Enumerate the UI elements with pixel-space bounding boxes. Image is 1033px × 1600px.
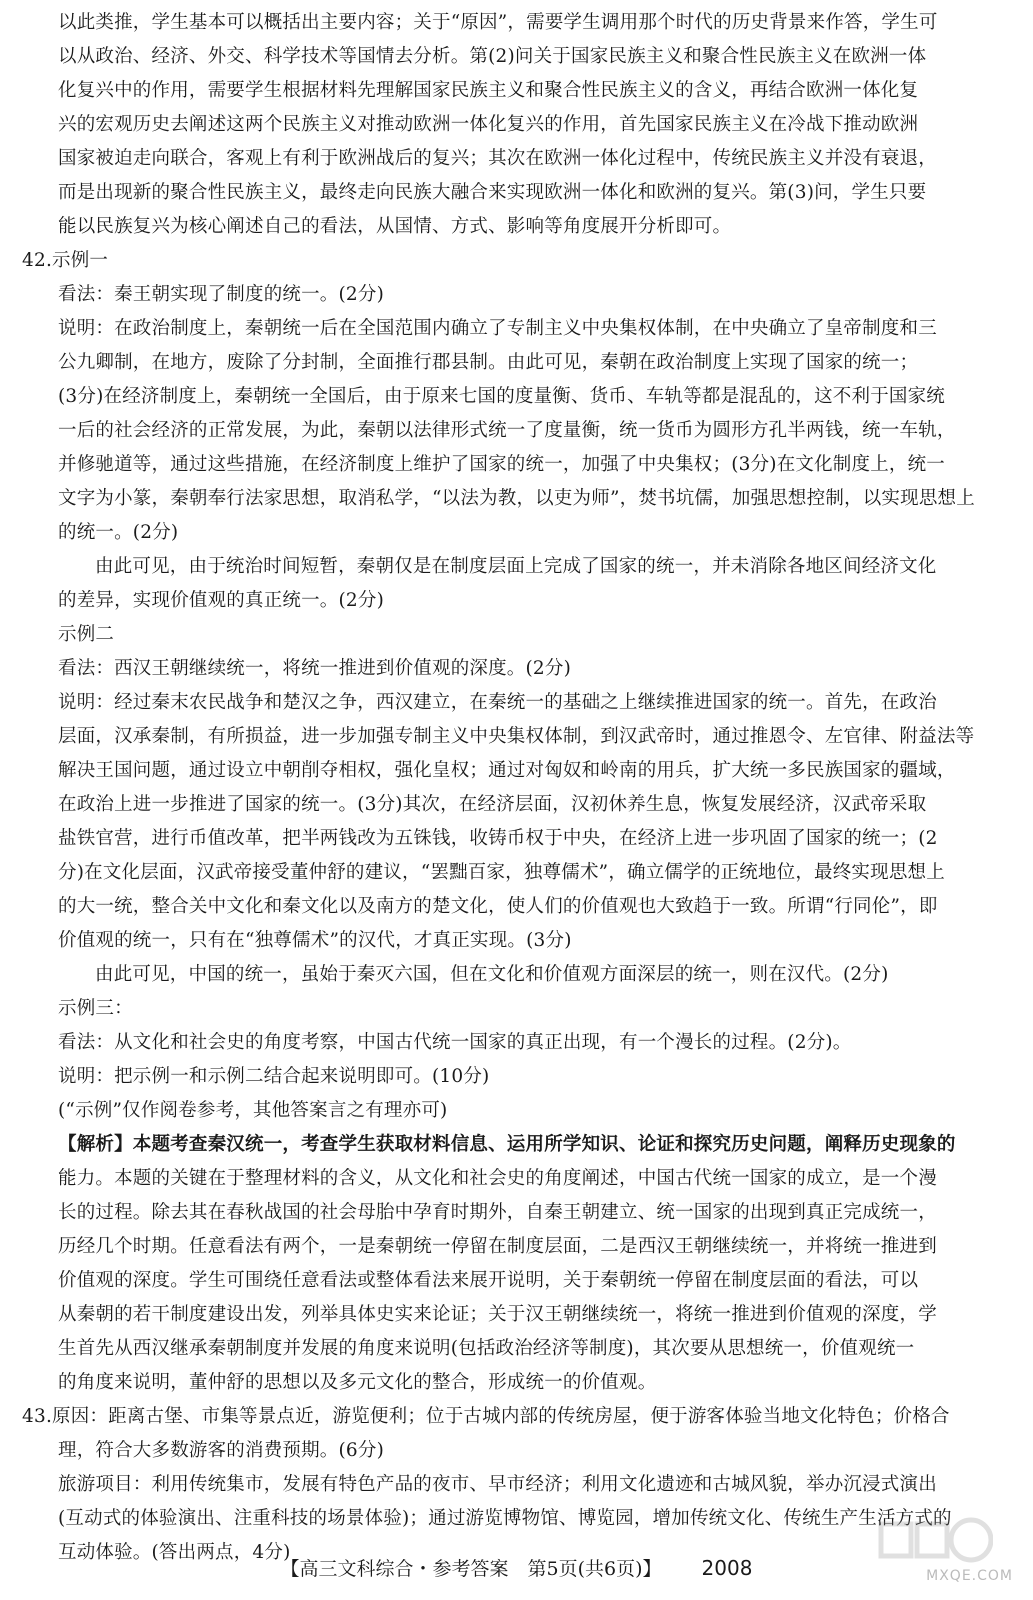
text-line: 的差异，实现价值观的真正统一。(2分) — [58, 590, 385, 611]
text-line: 能以民族复兴为核心阐述自己的看法，从国情、方式、影响等角度展开分析即可。 — [58, 216, 732, 237]
watermark-logo-icon — [873, 1510, 993, 1570]
text-line: 的角度来说明，董仲舒的思想以及多元文化的整合，形成统一的价值观。 — [58, 1372, 657, 1393]
text-line: 看法：秦王朝实现了制度的统一。(2分) — [58, 284, 385, 305]
text-line: 能力。本题的关键在于整理材料的含义，从文化和社会史的角度阐述，中国古代统一国家的成立，是一个漫 — [58, 1168, 937, 1189]
watermark-site: MXQE.COM — [926, 1568, 1013, 1584]
text-line: 层面，汉承秦制，有所损益，进一步加强专制主义中央集权体制，到汉武帝时，通过推恩令、左官律、附益法等 — [58, 726, 975, 747]
footer-label: 【高三文科综合・参考答案 第5页(共6页)】 — [280, 1558, 662, 1580]
question-42-heading: 42.示例一 — [22, 250, 109, 271]
text-line: 看法：西汉王朝继续统一，将统一推进到价值观的深度。(2分) — [58, 658, 572, 679]
analysis-heading: 【解析】本题考查秦汉统一，考查学生获取材料信息、运用所学知识、论证和探究历史问题，阐释历史现象的 — [58, 1134, 956, 1155]
text-line: 文字为小篆，秦朝奉行法家思想，取消私学，“以法为教，以吏为师”，焚书坑儒，加强思想控制，以实现思想上 — [58, 488, 975, 509]
text-line: 看法：从文化和社会史的角度考察，中国古代统一国家的真正出现，有一个漫长的过程。(2分)。 — [58, 1032, 852, 1053]
question-43-heading: 43.原因：距离古堡、市集等景点近，游览便利；位于古城内部的传统房屋，便于游客体验当地文化特色；价格合 — [22, 1406, 950, 1427]
text-line: 说明：在政治制度上，秦朝统一后在全国范围内确立了专制主义中央集权体制，在中央确立了皇帝制度和三 — [58, 318, 937, 339]
text-line: 兴的宏观历史去阐述这两个民族主义对推动欧洲一体化复兴的作用，首先国家民族主义在冷战下推动欧洲 — [58, 114, 919, 135]
text-line: 由此可见，由于统治时间短暂，秦朝仅是在制度层面上完成了国家的统一，并未消除各地区间经济文化 — [95, 556, 937, 577]
text-line: 互动体验。(答出两点，4分) — [58, 1542, 291, 1563]
footer-code: 2008 — [701, 1556, 753, 1580]
text-line: 分)在文化层面，汉武帝接受董仲舒的建议，“罢黜百家，独尊儒术”，确立儒学的正统地位，最终实现思想上 — [58, 862, 945, 883]
text-line: 说明：经过秦末农民战争和楚汉之争，西汉建立，在秦统一的基础之上继续推进国家的统一。首先，在政治 — [58, 692, 937, 713]
example-heading: 示例二 — [58, 624, 115, 645]
text-line: 的大一统，整合关中文化和秦文化以及南方的楚文化，使人们的价值观也大致趋于一致。所谓“行同伦”，即 — [58, 896, 938, 917]
text-line: 价值观的统一，只有在“独尊儒术”的汉代，才真正实现。(3分) — [58, 930, 572, 951]
text-line: 由此可见，中国的统一，虽始于秦灭六国，但在文化和价值观方面深层的统一，则在汉代。(2分) — [95, 964, 889, 985]
text-line: 价值观的深度。学生可围绕任意看法或整体看法来展开说明，关于秦朝统一停留在制度层面的看法，可以 — [58, 1270, 919, 1291]
text-line: 盐铁官营，进行币值改革，把半两钱改为五铢钱，收铸币权于中央，在经济上进一步巩固了国家的统一；(2 — [58, 828, 938, 849]
text-line: 以此类推，学生基本可以概括出主要内容；关于“原因”，需要学生调用那个时代的历史背景来作答，学生可 — [58, 12, 938, 33]
text-line: 说明：把示例一和示例二结合起来说明即可。(10分) — [58, 1066, 490, 1087]
text-line: 生首先从西汉继承秦朝制度并发展的角度来说明(包括政治经济等制度)，其次要从思想统一，价值观统一 — [58, 1338, 915, 1359]
text-line: 的统一。(2分) — [58, 522, 179, 543]
text-line: 理，符合大多数游客的消费预期。(6分) — [58, 1440, 385, 1461]
text-line: 而是出现新的聚合性民族主义，最终走向民族大融合来实现欧洲一体化和欧洲的复兴。第(3)问，学生只要 — [58, 182, 927, 203]
text-line: 在政治上进一步推进了国家的统一。(3分)其次，在经济层面，汉初休养生息，恢复发展经济，汉武帝采取 — [58, 794, 927, 815]
text-line: 长的过程。除去其在春秋战国的社会母胎中孕育时期外，自秦王朝建立、统一国家的出现到真正完成统一， — [58, 1202, 937, 1223]
text-line: 公九卿制，在地方，废除了分封制，全面推行郡县制。由此可见，秦朝在政治制度上实现了国家的统一； — [58, 352, 919, 373]
text-line: 历经几个时期。任意看法有两个，一是秦朝统一停留在制度层面，二是西汉王朝继续统一，并将统一推进到 — [58, 1236, 937, 1257]
text-line: 旅游项目：利用传统集市，发展有特色产品的夜市、早市经济；利用文化遗迹和古城风貌，举办沉浸式演出 — [58, 1474, 937, 1495]
example-heading: 示例三： — [58, 998, 133, 1019]
text-line: 并修驰道等，通过这些措施，在经济制度上维护了国家的统一，加强了中央集权；(3分)在文化制度上，统一 — [58, 454, 946, 475]
text-line: (3分)在经济制度上，秦朝统一全国后，由于原来七国的度量衡、货币、车轨等都是混乱的，这不利于国家统 — [58, 386, 946, 407]
text-line: 国家被迫走向联合，客观上有利于欧洲战后的复兴；其次在欧洲一体化过程中，传统民族主义并没有衰退， — [58, 148, 937, 169]
text-line: 以从政治、经济、外交、科学技术等国情去分析。第(2)问关于国家民族主义和聚合性民族主义在欧洲一体 — [58, 46, 927, 67]
text-line: (“示例”仅作阅卷参考，其他答案言之有理亦可) — [58, 1100, 448, 1121]
text-line: (互动式的体验演出、注重科技的场景体验)；通过游览博物馆、博览园，增加传统文化、传统生产生活方式的 — [58, 1508, 952, 1529]
text-line: 化复兴中的作用，需要学生根据材料先理解国家民族主义和聚合性民族主义的含义，再结合欧洲一体化复 — [58, 80, 919, 101]
text-line: 解决王国问题，通过设立中朝削夺相权，强化皇权；通过对匈奴和岭南的用兵，扩大统一多民族国家的疆域， — [58, 760, 956, 781]
text-line: 一后的社会经济的正常发展，为此，秦朝以法律形式统一了度量衡，统一货币为圆形方孔半两钱，统一车轨， — [58, 420, 956, 441]
text-line: 从秦朝的若干制度建设出发，列举具体史实来论证；关于汉王朝继续统一，将统一推进到价值观的深度，学 — [58, 1304, 937, 1325]
